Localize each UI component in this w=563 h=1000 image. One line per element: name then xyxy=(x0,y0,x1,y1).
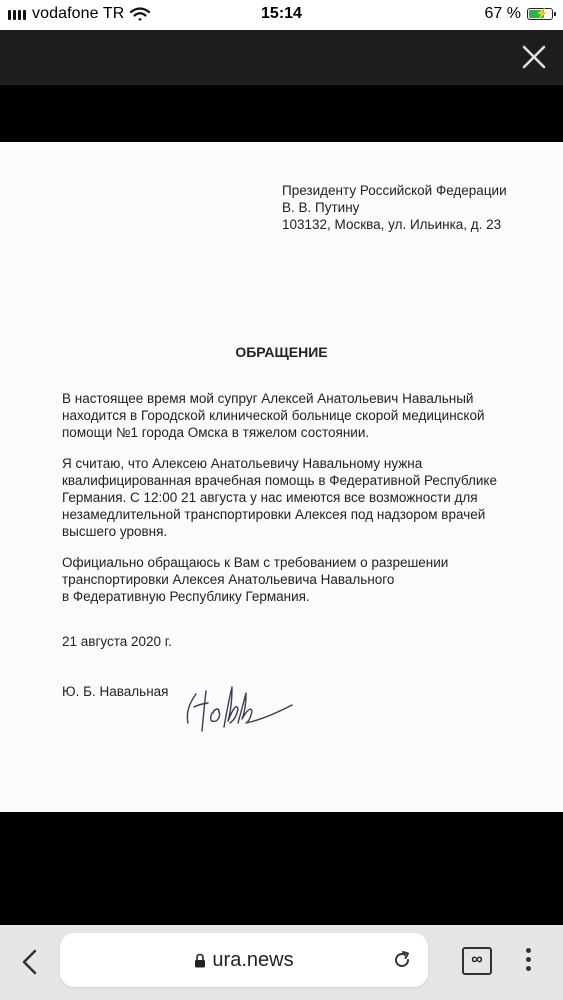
document-date: 21 августа 2020 г. xyxy=(62,634,172,649)
text-line: квалифицированная врачебная помощь в Федеративной Республике xyxy=(62,473,497,488)
battery-icon: ⚡ xyxy=(527,8,553,20)
text-line: незамедлительной транспортировки Алексея под надзором врачей xyxy=(62,507,486,522)
paragraph-3 xyxy=(62,554,532,605)
handwritten-signature xyxy=(180,679,305,739)
close-icon xyxy=(519,42,549,72)
text-line: Официально обращаюсь к Вам с требованием о разрешении xyxy=(62,555,449,570)
back-button[interactable] xyxy=(18,947,42,977)
text-line: транспортировки Алексея Анатольевича Навального xyxy=(62,572,395,587)
url-display xyxy=(60,933,428,987)
chevron-left-icon xyxy=(18,947,42,977)
address-line: В. В. Путину xyxy=(282,200,360,215)
signer-name: Ю. Б. Навальная xyxy=(62,684,169,699)
browser-toolbar xyxy=(0,925,563,1000)
text-line: высшего уровня. xyxy=(62,524,168,539)
status-right xyxy=(485,5,553,23)
text-line: помощи №1 города Омска в тяжелом состоянии. xyxy=(62,425,370,440)
text-line: находится в Городской клинической больнице скорой медицинской xyxy=(62,408,485,423)
reload-icon xyxy=(390,948,414,972)
text-line: Я считаю, что Алексею Анатольевичу Навальному нужна xyxy=(62,456,423,471)
carrier-name: vodafone TR xyxy=(32,5,125,22)
text-line: В настоящее время мой супруг Алексей Анатольевич Навальный xyxy=(62,391,474,406)
text-line: Германия. С 12:00 21 августа у нас имеются все возможности для xyxy=(62,490,478,505)
paragraph-1 xyxy=(62,390,532,441)
document-image xyxy=(0,142,563,812)
text-line: в Федеративную Республику Германия. xyxy=(62,589,310,604)
lock-icon xyxy=(194,953,206,968)
tabs-button[interactable]: ∞ xyxy=(462,947,492,975)
close-button[interactable] xyxy=(519,42,549,72)
address-bar[interactable] xyxy=(60,933,428,987)
image-viewer-header xyxy=(0,30,563,85)
address-line: 103132, Москва, ул. Ильинка, д. 23 xyxy=(282,217,502,232)
clock: 15:14 xyxy=(261,5,302,22)
addressee-block xyxy=(282,182,507,233)
paragraph-2 xyxy=(62,455,532,540)
url-text: ura.news xyxy=(212,948,294,971)
reload-button[interactable] xyxy=(390,948,414,972)
battery-percent: 67 % xyxy=(484,5,521,22)
document-title: ОБРАЩЕНИЕ xyxy=(235,344,328,360)
more-menu-button[interactable] xyxy=(518,945,538,977)
address-line: Президенту Российской Федерации xyxy=(282,183,507,198)
status-bar xyxy=(0,0,563,30)
